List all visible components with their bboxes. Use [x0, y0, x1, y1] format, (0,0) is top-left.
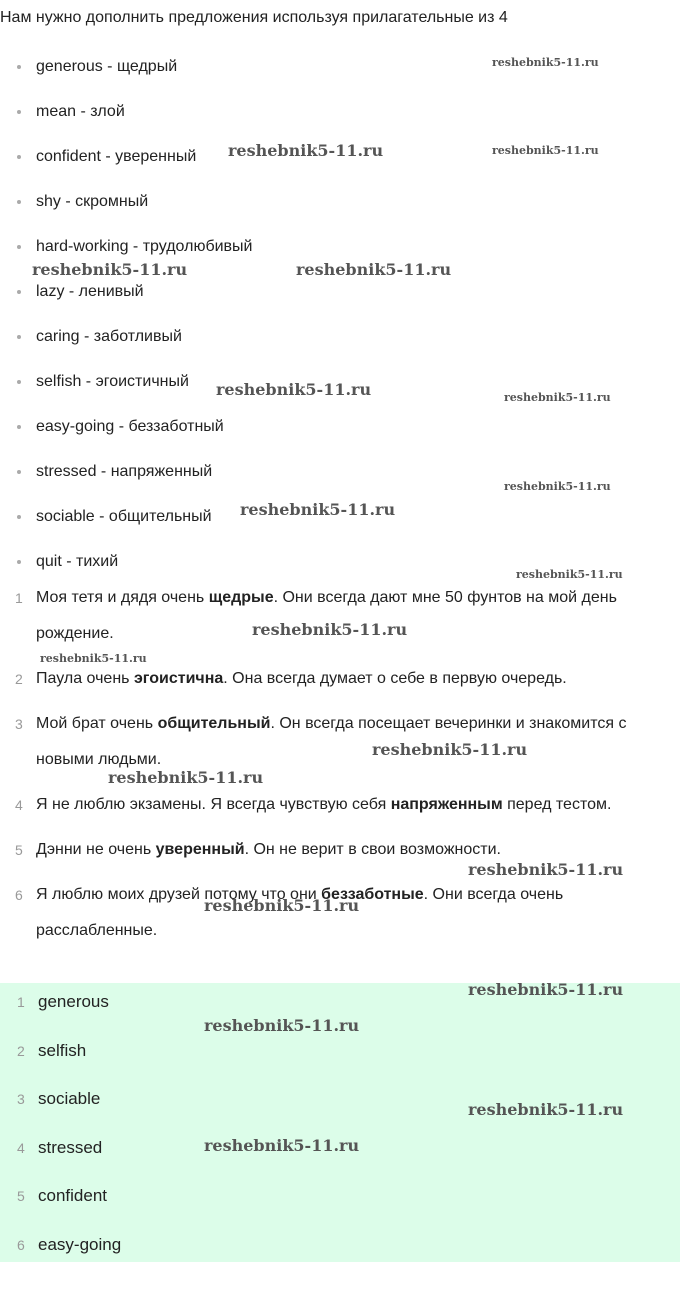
watermark: reshebnik5-11.ru: [108, 768, 264, 787]
sentence-item: [0, 787, 680, 823]
watermark: reshebnik5-11.ru: [296, 260, 452, 279]
watermark: reshebnik5-11.ru: [204, 896, 360, 915]
sentence-text: Мой брат очень: [36, 715, 158, 732]
sentence-text: . Они всегда дают мне 50 фунтов на мой день рождение.: [36, 589, 617, 642]
sentence-item: [0, 580, 680, 652]
adjective-text: lazy - ленивый: [36, 283, 144, 300]
answer-word: общительный: [157, 715, 271, 732]
bullet-icon: [17, 515, 21, 519]
sentence-item: [0, 661, 680, 697]
bullet-icon: [17, 155, 21, 159]
bullet-icon: [17, 335, 21, 339]
answer-row: [0, 1177, 680, 1226]
answer-word: беззаботные: [321, 886, 424, 903]
adjective-text: hard-working - трудолюбивый: [36, 238, 253, 255]
sentence-text: . Он не верит в свои возможности.: [244, 841, 501, 858]
adjective-text: easy-going - беззаботный: [36, 418, 224, 435]
watermark: reshebnik5-11.ru: [216, 380, 372, 399]
sentence-text: Я не люблю экзамены. Я всегда чувствую себя: [36, 796, 391, 813]
list-item: [0, 404, 680, 449]
adjective-text: quit - тихий: [36, 553, 119, 570]
adjective-text: sociable - общительный: [36, 508, 212, 525]
sentence-text: . Они всегда очень расслабленные.: [36, 886, 564, 939]
answer-word: напряженным: [390, 796, 503, 813]
watermark: reshebnik5-11.ru: [228, 141, 384, 160]
watermark: reshebnik5-11.ru: [40, 652, 147, 665]
adjective-text: confident - уверенный: [36, 148, 197, 165]
watermark: reshebnik5-11.ru: [252, 620, 408, 639]
bullet-icon: [17, 110, 21, 114]
watermark: reshebnik5-11.ru: [504, 391, 611, 404]
list-item: [0, 314, 680, 359]
item-number: 1: [17, 994, 25, 1010]
list-item: [0, 179, 680, 224]
bullet-icon: [17, 560, 21, 564]
sentence-text: . Она всегда думает о себе в первую очередь.: [223, 670, 567, 687]
sentence-text: Я люблю моих друзей потому что они: [36, 886, 322, 903]
watermark: reshebnik5-11.ru: [468, 1100, 624, 1119]
answer-word: confident: [38, 1186, 107, 1205]
answer-word: эгоистична: [133, 670, 224, 687]
item-number: 2: [17, 1042, 25, 1059]
item-number: 4: [15, 797, 23, 813]
adjective-text: caring - заботливый: [36, 328, 182, 345]
item-number: 3: [15, 716, 23, 732]
adjective-text: generous - щедрый: [36, 58, 178, 75]
item-number: 2: [15, 671, 23, 687]
sentence-text: Моя тетя и дядя очень: [36, 589, 209, 606]
watermark: reshebnik5-11.ru: [32, 260, 188, 279]
answer-word: easy-going: [38, 1234, 122, 1254]
watermark: reshebnik5-11.ru: [468, 980, 624, 999]
answer-word: selfish: [38, 1040, 87, 1060]
answer-word: stressed: [38, 1137, 103, 1157]
watermark: reshebnik5-11.ru: [504, 480, 611, 493]
adjective-text: mean - злой: [36, 103, 125, 120]
item-number: 3: [17, 1091, 25, 1107]
bullet-icon: [17, 290, 21, 294]
item-number: 5: [17, 1188, 25, 1204]
watermark: reshebnik5-11.ru: [492, 144, 599, 157]
item-number: 4: [17, 1139, 25, 1156]
bullet-icon: [17, 425, 21, 429]
item-number: 6: [17, 1236, 25, 1253]
item-number: 6: [15, 887, 23, 903]
watermark: reshebnik5-11.ru: [204, 1016, 360, 1035]
answer-word: generous: [38, 992, 109, 1011]
sentence-text: Дэнни не очень: [36, 841, 156, 858]
adjective-text: shy - скромный: [36, 193, 149, 210]
watermark: reshebnik5-11.ru: [372, 740, 528, 759]
bullet-icon: [17, 65, 21, 69]
watermark: reshebnik5-11.ru: [468, 860, 624, 879]
bullet-icon: [17, 470, 21, 474]
bullet-icon: [17, 200, 21, 204]
sentence-text: . Он всегда посещает вечеринки и знакомится с новыми людьми.: [36, 715, 627, 768]
task-title: Нам нужно дополнить предложения используя прилагательные из 4: [0, 9, 508, 26]
sentence-item: [0, 706, 680, 778]
answer-row: [0, 1226, 680, 1275]
watermark: reshebnik5-11.ru: [492, 56, 599, 69]
list-item: [0, 89, 680, 134]
bullet-icon: [17, 245, 21, 249]
bullet-icon: [17, 380, 21, 384]
item-number: 5: [15, 842, 23, 858]
watermark: reshebnik5-11.ru: [204, 1136, 360, 1155]
item-number: 1: [15, 590, 23, 606]
answer-word: sociable: [38, 1089, 101, 1108]
sentence-text: Паула очень: [36, 670, 134, 687]
sentence-text: перед тестом.: [502, 796, 612, 813]
answer-word: уверенный: [155, 841, 245, 858]
answer-row: [0, 1032, 680, 1081]
answer-word: щедрые: [208, 589, 274, 606]
watermark: reshebnik5-11.ru: [240, 500, 396, 519]
adjective-text: selfish - эгоистичный: [36, 373, 189, 390]
watermark: reshebnik5-11.ru: [516, 568, 623, 581]
adjective-text: stressed - напряженный: [36, 463, 213, 480]
